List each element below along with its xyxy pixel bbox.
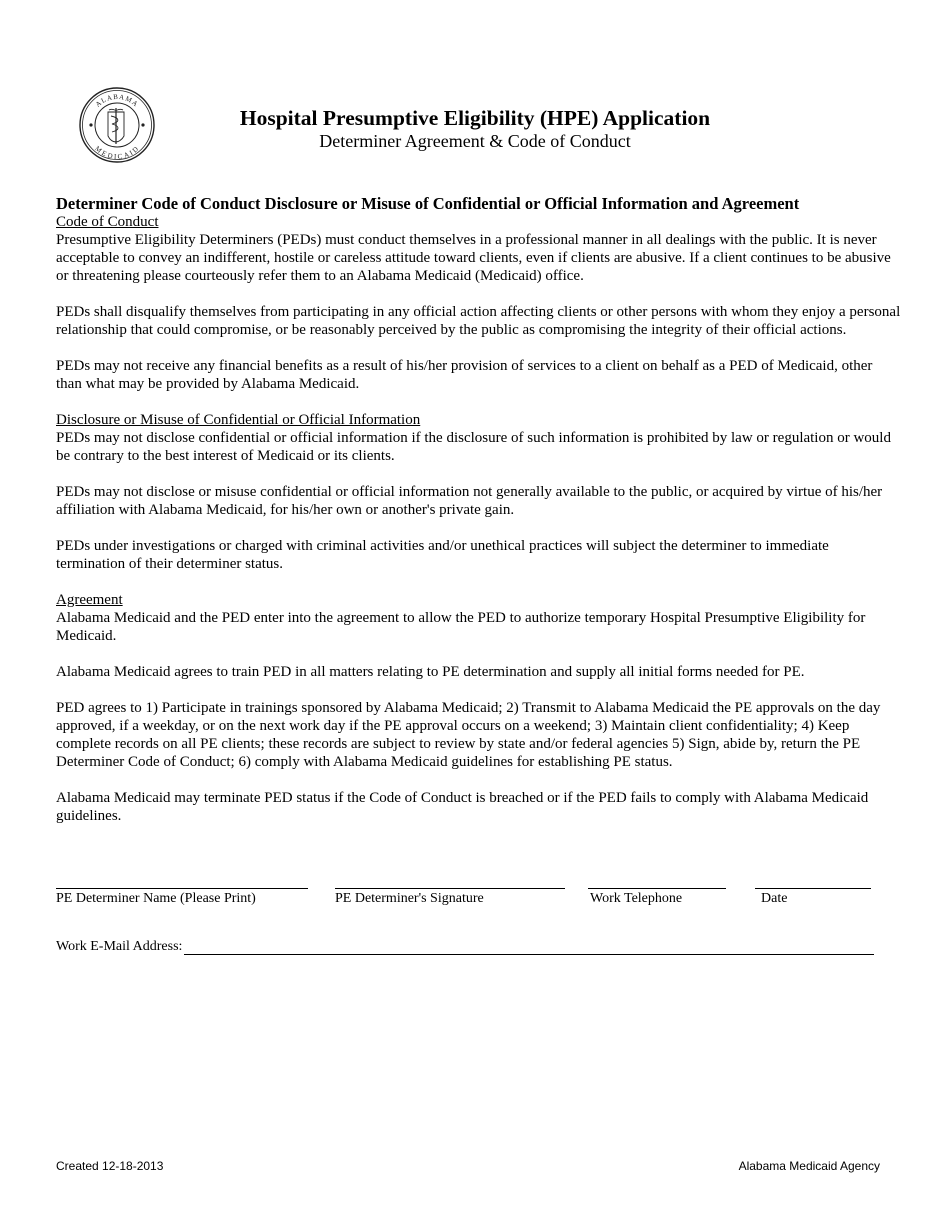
paragraph: PEDs under investigations or charged with criminal activities and/or unethical practices will subject the determiner to immediate termination of their determiner status.: [56, 538, 829, 572]
paragraph: PEDs may not disclose or misuse confidential or official information not generally available to the public, or acquired by virtue of his/her affiliation with Alabama Medicaid, for his/her own or another's private gain.: [56, 484, 883, 518]
footer-created-date: Created 12-18-2013: [56, 1159, 164, 1173]
telephone-label: Work Telephone: [590, 891, 683, 906]
section-heading: Determiner Code of Conduct Disclosure or Misuse of Confidential or Official Information and Agreement: [56, 194, 800, 213]
seal-bottom-text: MEDICAID: [93, 144, 141, 161]
email-label: Work E-Mail Address:: [56, 939, 183, 954]
telephone-input-line[interactable]: [588, 888, 726, 889]
email-input-line[interactable]: [184, 954, 874, 955]
date-input-line[interactable]: [755, 888, 871, 889]
date-label: Date: [761, 891, 788, 906]
name-input-line[interactable]: [56, 888, 308, 889]
signature-input-line[interactable]: [335, 888, 565, 889]
signature-label: PE Determiner's Signature: [335, 891, 484, 906]
document-title: Hospital Presumptive Eligibility (HPE) Application: [239, 106, 711, 130]
footer-agency: Alabama Medicaid Agency: [738, 1159, 880, 1173]
paragraph: Presumptive Eligibility Determiners (PEDs) must conduct themselves in a professional manner in all dealings with the public. It is never acceptable to convey an indifferent, hostile or careless attitude toward clients, even if clients are abusive. If a client continues to be abusive or threatening please courteously refer them to an Alabama Medicaid (Medicaid) office.: [56, 232, 891, 284]
paragraph: Alabama Medicaid agrees to train PED in all matters relating to PE determination and supply all initial forms needed for PE.: [56, 664, 805, 680]
paragraph: Alabama Medicaid may terminate PED status if the Code of Conduct is breached or if the PED fails to comply with Alabama Medicaid guidelines.: [56, 790, 869, 824]
document-subtitle: Determiner Agreement & Code of Conduct: [319, 131, 631, 151]
paragraph: PED agrees to 1) Participate in trainings sponsored by Alabama Medicaid; 2) Transmit to Alabama Medicaid the PE approvals on the day approved, if a weekday, or on the next work day if the PE approval occurs on a weekend; 3) Maintain client confidentiality; 4) Keep complete records on all PE clients; these records are subject to review by state and/or federal agencies 5) Sign, abide by, return the PE Determiner Code of Conduct; 6) comply with Alabama Medicaid guidelines for establishing PE status.: [56, 700, 881, 770]
code-of-conduct-heading: Code of Conduct: [56, 214, 159, 230]
paragraph: PEDs shall disqualify themselves from participating in any official action affecting clients or other persons with whom they enjoy a personal relationship that could compromise, or be reasonably perceived by the public as compromising the integrity of their official actions.: [56, 304, 901, 338]
paragraph: Alabama Medicaid and the PED enter into the agreement to allow the PED to authorize temporary Hospital Presumptive Eligibility for Medicaid.: [56, 610, 866, 644]
agreement-heading: Agreement: [56, 592, 123, 608]
seal-top-text: ALABAMA: [94, 92, 140, 109]
document-body: [56, 194, 901, 825]
disclosure-heading: Disclosure or Misuse of Confidential or Official Information: [56, 412, 421, 428]
paragraph: PEDs may not disclose confidential or official information if the disclosure of such information is prohibited by law or regulation or would be contrary to the best interest of Medicaid or its clients.: [56, 430, 891, 464]
name-label: PE Determiner Name (Please Print): [56, 891, 256, 906]
paragraph: PEDs may not receive any financial benefits as a result of his/her provision of services to a client on behalf as a PED of Medicaid, other than what may be provided by Alabama Medicaid.: [56, 358, 873, 392]
